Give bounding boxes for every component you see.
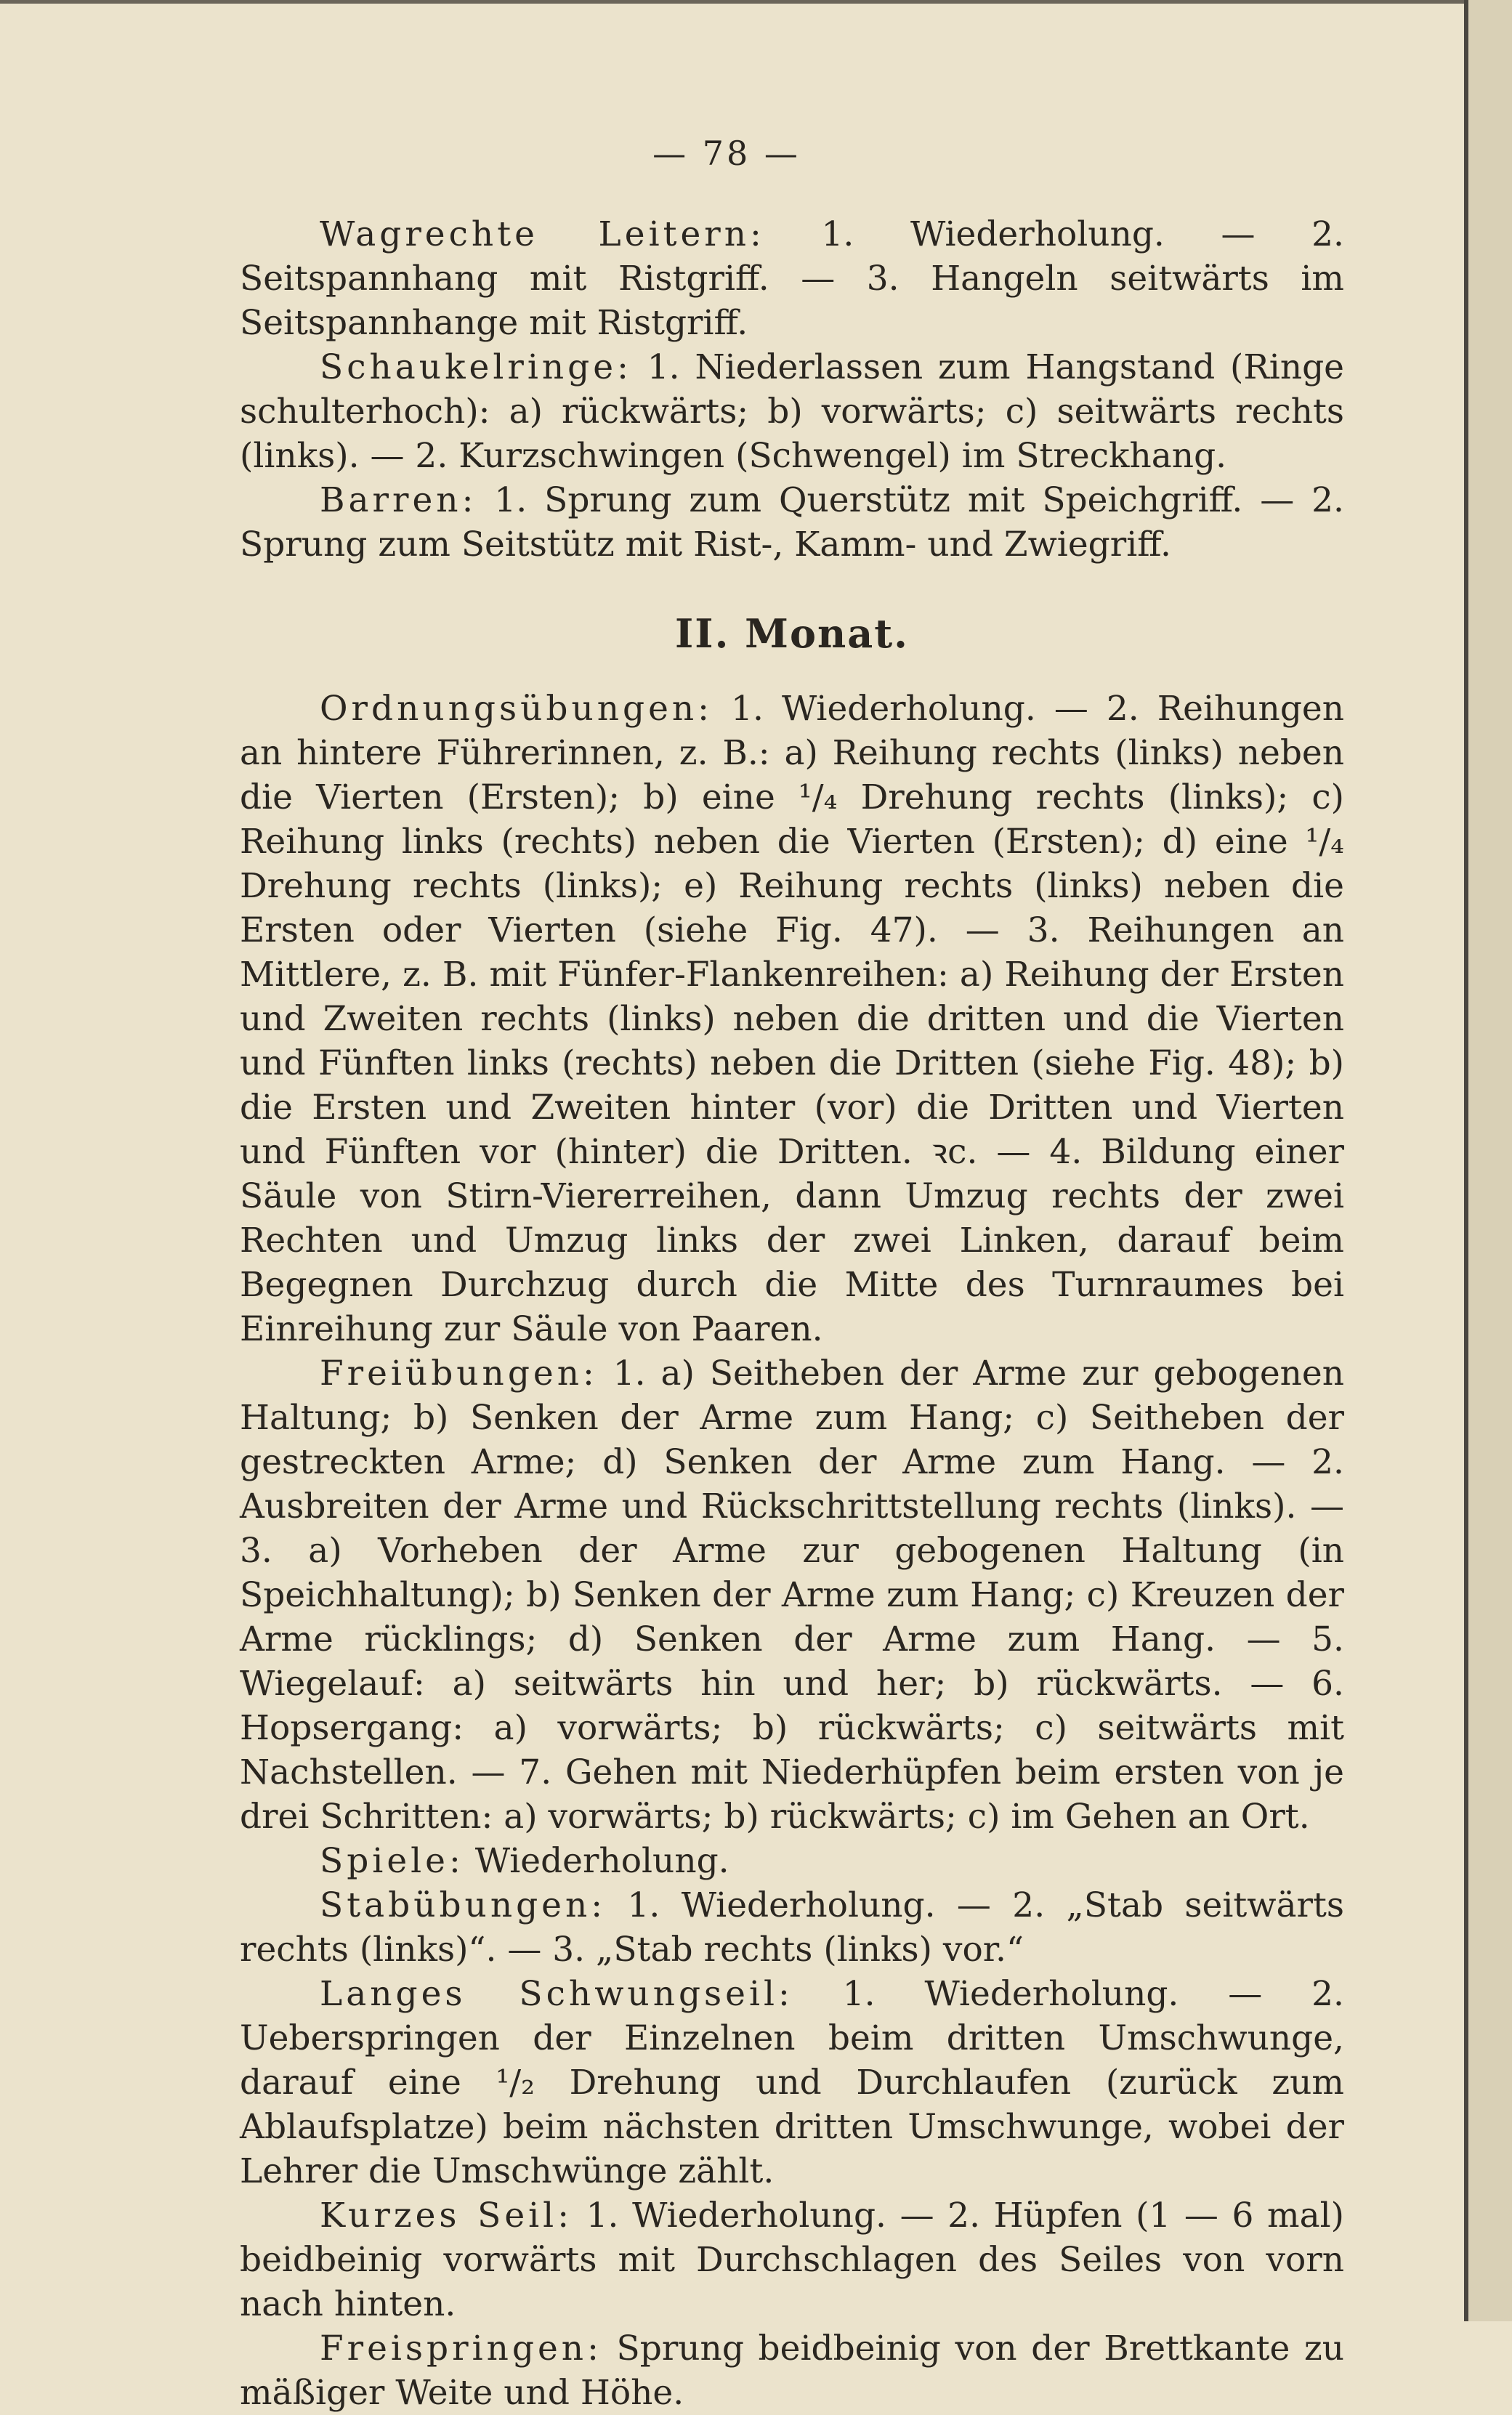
paragraph-text: 1. Wiederholung. — 2. Hüpfen (1 — 6 mal) beidbeinig vorwärts mit Durchschlagen des Seiles von vorn nach hinten. <box>240 2196 1344 2324</box>
paragraph-text: Sprung beidbeinig von der Brettkante zu mäßiger Weite und Höhe. <box>240 2329 1344 2413</box>
section-heading: II. Monat. <box>675 610 909 657</box>
paragraph-text: 1. Niederlassen zum Hangstand (Ringe schulterhoch): a) rückwärts; b) vorwärts; c) seitwärts rechts (links). — 2. Kurzschwingen (Schwengel) im Streckhang. <box>240 347 1344 476</box>
paragraph-text: 1. Wiederholung. — 2. Reihungen an hintere Führerinnen, z. B.: a) Reihung rechts (links) neben die Vierten (Ersten); b) eine ¹/₄ Drehung rechts (links); c) Reihung links (rechts) neben die Vierten (Ersten); d) eine ¹/₄ Drehung rechts (links); e) Reihung rechts (links) neben die Ersten oder Vierten (siehe Fig. 47). — 3. Reihungen an Mittlere, z. B. mit Fünfer-Flankenreihen: a) Reihung der Ersten und Zweiten rechts (links) neben die dritten und die Vierten und Fünften links (rechts) neben die Dritten (siehe Fig. 48); b) die Ersten und Zweiten hinter (vor) die Dritten und Vierten und Fünften vor (hinter) die Dritten. ꝛc. — 4. Bildung einer Säule von Stirn-Viererreihen, dann Umzug rechts der zwei Rechten und Umzug links der zwei Linken, darauf beim Begegnen Durchzug durch die Mitte des Turnraumes bei Einreihung zur Säule von Paaren. <box>240 689 1344 1349</box>
paragraph-term: Kurzes Seil: <box>320 2196 573 2236</box>
paragraph <box>240 687 1344 1351</box>
paragraph <box>240 1839 1344 1883</box>
page-number: — 78 — <box>652 134 801 173</box>
page-gutter-edge <box>1464 0 1468 2321</box>
paragraph <box>240 2326 1344 2415</box>
page-top-edge <box>0 0 1512 4</box>
paragraph-term: Spiele: <box>320 1841 464 1881</box>
paragraphs-after <box>240 687 1344 2415</box>
paragraph-text: 1. Sprung zum Querstütz mit Speichgriff. — 2. Sprung zum Seitstütz mit Rist-, Kamm- und Zwiegriff. <box>240 480 1344 565</box>
paragraph <box>240 1351 1344 1839</box>
paragraph <box>240 1883 1344 1972</box>
text-block <box>240 212 1344 2415</box>
paragraph-text: 1. Wiederholung. — 2. Ueberspringen der Einzelnen beim dritten Umschwunge, darauf eine ¹/₂ Drehung und Durchlaufen (zurück zum Ablaufsplatze) beim nächsten dritten Umschwunge, wobei der Lehrer die Umschwünge zählt. <box>240 1974 1344 2191</box>
paragraph-term: Freiübungen: <box>320 1354 598 1393</box>
paragraph <box>240 212 1344 345</box>
paragraph <box>240 478 1344 567</box>
paragraph-term: Wagrechte Leitern: <box>320 214 765 254</box>
paragraph-term: Freispringen: <box>320 2329 602 2369</box>
paragraph-text: 1. Wiederholung. — 2. Seitspannhang mit Ristgriff. — 3. Hangeln seitwärts im Seitspannhange mit Ristgriff. <box>240 214 1344 343</box>
paragraph <box>240 345 1344 478</box>
paragraph-term: Ordnungsübungen: <box>320 689 713 729</box>
paragraph-term: Langes Schwungseil: <box>320 1974 793 2014</box>
paragraph-term: Schaukelringe: <box>320 347 632 387</box>
page-margin-shade <box>1468 0 1512 2321</box>
paragraphs-before <box>240 212 1344 567</box>
paragraph-term: Stabübungen: <box>320 1885 607 1925</box>
paragraph-text: 1. a) Seitheben der Arme zur gebogenen Haltung; b) Senken der Arme zum Hang; c) Seitheben der gestreckten Arme; d) Senken der Arme zum Hang. — 2. Ausbreiten der Arme und Rückschrittstellung rechts (links). — 3. a) Vorheben der Arme zur gebogenen Haltung (in Speichhaltung); b) Senken der Arme zum Hang; c) Kreuzen der Arme rücklings; d) Senken der Arme zum Hang. — 5. Wiegelauf: a) seitwärts hin und her; b) rückwärts. — 6. Hopsergang: a) vorwärts; b) rückwärts; c) seitwärts mit Nachstellen. — 7. Gehen mit Niederhüpfen beim ersten von je drei Schritten: a) vorwärts; b) rückwärts; c) im Gehen an Ort. <box>240 1354 1344 1837</box>
paragraph-text: 1. Wiederholung. — 2. „Stab seitwärts rechts (links)“. — 3. „Stab rechts (links) vor.“ <box>240 1885 1344 1970</box>
paragraph <box>240 1972 1344 2193</box>
paragraph-text: Wiederholung. <box>464 1841 729 1881</box>
paragraph <box>240 2193 1344 2326</box>
paragraph-term: Barren: <box>320 480 477 520</box>
